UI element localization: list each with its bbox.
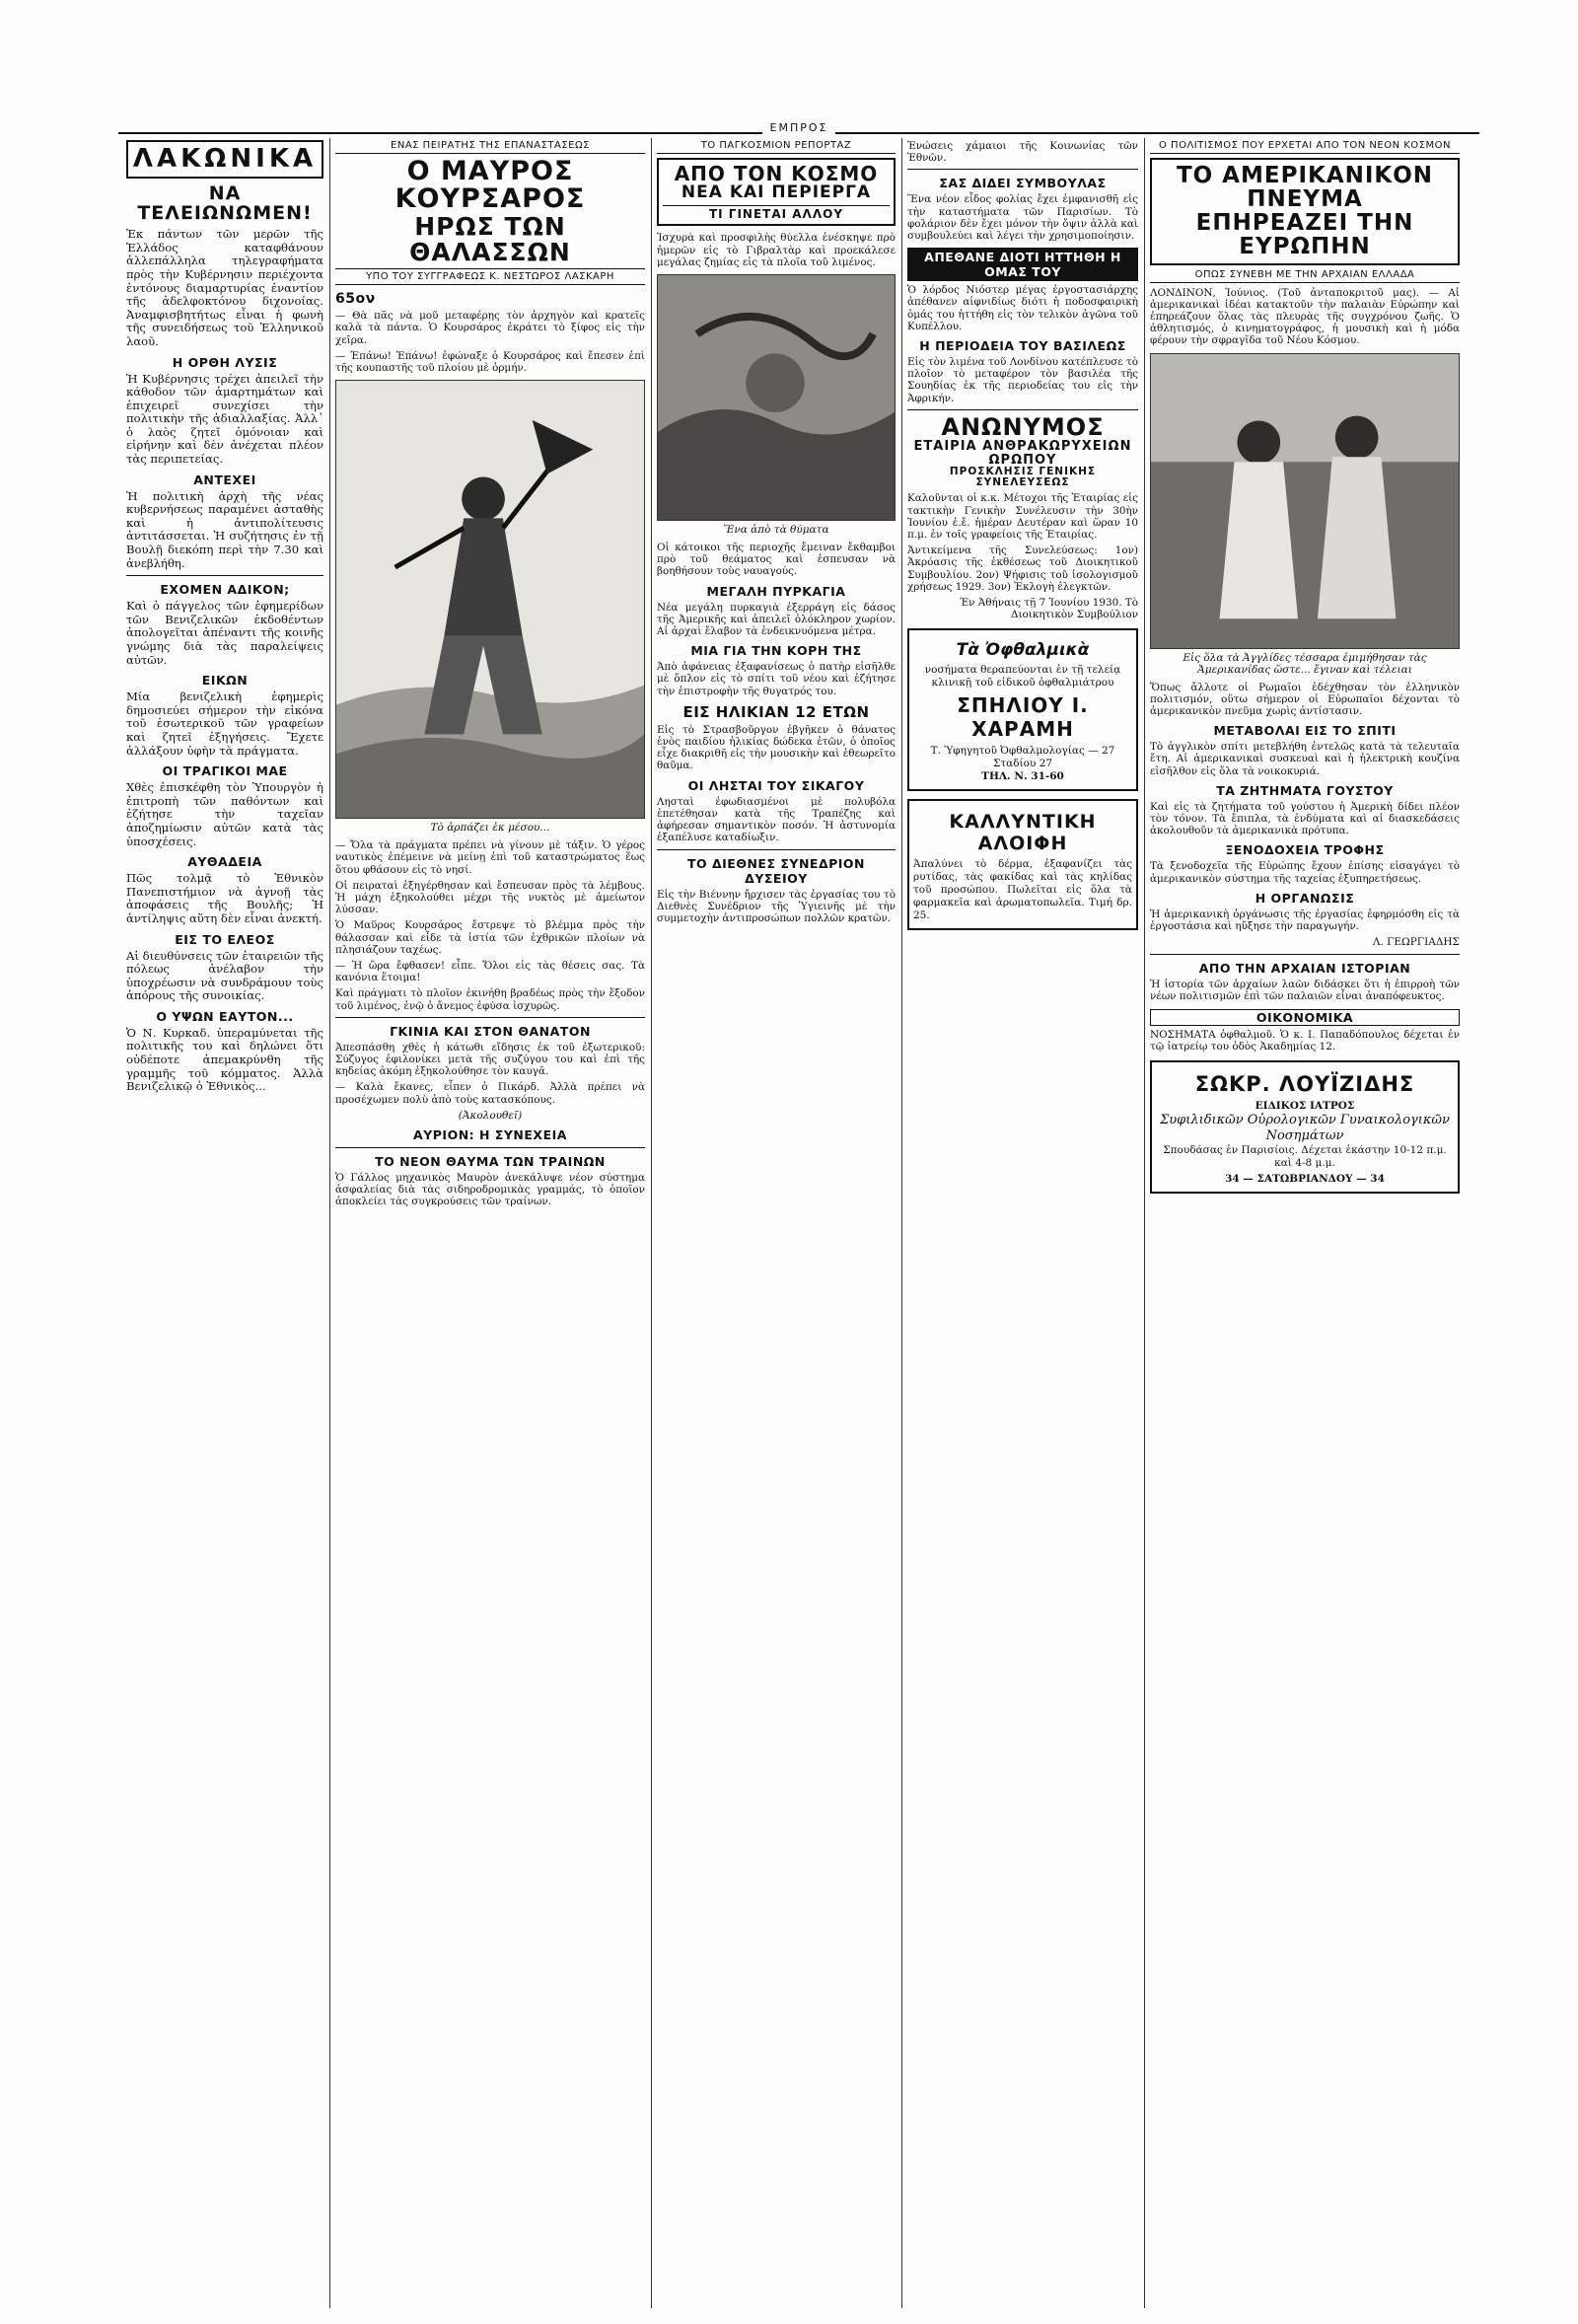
subheading: ΕΙΣ ΗΛΙΚΙΑΝ 12 ΕΤΩΝ bbox=[682, 702, 870, 721]
subheading: ΕΙΣ ΤΟ ΕΛΕΟΣ bbox=[175, 931, 275, 947]
paragraph: Ἐν Ἀθήναις τῇ 7 Ἰουνίου 1930. Τὸ Διοικητικὸν Συμβούλιον bbox=[960, 596, 1138, 621]
masthead-title: ΕΜΠΡΟΣ bbox=[762, 121, 836, 134]
subheading: Η ΟΡΓΑΝΩΣΙΣ bbox=[1255, 890, 1355, 906]
deck: ΟΠΩΣ ΣΥΝΕΒΗ ΜΕ ΤΗΝ ΑΡΧΑΙΑΝ ΕΛΛΑΔΑ bbox=[1150, 269, 1460, 283]
byline: ΥΠΟ ΤΟΥ ΣΥΓΓΡΑΦΕΩΣ Κ. ΝΕΣΤΩΡΟΣ ΛΑΣΚΑΡΗ bbox=[335, 268, 645, 285]
paragraph: ΛΟΝΔΙΝΟΝ, Ἰούνιος. (Τοῦ ἀνταποκριτοῦ μας). — Αἱ ἀμερικανικαὶ ἰδέαι κατακτοῦν τὴν παλαιὰν Εὐρώπην καὶ ἐπηρεάζουν ὅλας τὰς πλευρὰς τῆς συγχρόνου ζωῆς. Ὁ ἀθλητισμός, ὁ κινηματογράφος, ἡ μουσικὴ καὶ ἡ μόδα φέρουν τὴν σφραγῖδα τοῦ Νέου Κόσμου. bbox=[1150, 286, 1460, 347]
ad-cosmetic bbox=[907, 799, 1138, 930]
divider bbox=[1150, 954, 1460, 955]
subheading: Η ΟΡΘΗ ΛΥΣΙΣ bbox=[172, 354, 278, 370]
ad-text: νοσήματα θεραπεύονται ἐν τῇ τελείᾳ κλινικῇ τοῦ εἰδικοῦ ὀφθαλμιάτρου bbox=[924, 664, 1121, 690]
paragraph: Οἱ κάτοικοι τῆς περιοχῆς ἔμειναν ἔκθαμβοι πρὸ τοῦ θεάματος καὶ ἐσπευσαν νὰ βοηθήσουν τοὺς ναυαγούς. bbox=[657, 542, 896, 578]
women-photo-shape bbox=[1151, 354, 1459, 648]
kicker: Ο ΠΟΛΙΤΙΣΜΟΣ ΠΟΥ ΕΡΧΕΤΑΙ ΑΠΟ ΤΟΝ ΝΕΟΝ ΚΟΣΜΟΝ bbox=[1150, 140, 1460, 154]
article-title: ΤΟ ΑΜΕΡΙΚΑΝΙΚΟΝ ΠΝΕΥΜΑ bbox=[1176, 163, 1434, 213]
paragraph: Καλοῦνται οἱ κ.κ. Μέτοχοι τῆς Ἑταιρίας εἰς τακτικὴν Γενικὴν Συνέλευσιν τὴν 30ὴν Ἰουνίου ἐ.ἔ. ἡμέραν Δευτέραν καὶ ὥραν 10 π.μ. ἐν τοῖς γραφείοις τῆς Ἑταιρίας. bbox=[907, 492, 1138, 541]
ad-doctor-name: ΣΩΚΡ. ΛΟΥΪΖΙΔΗΣ bbox=[1194, 1072, 1415, 1097]
photo-women bbox=[1150, 353, 1460, 649]
article-subtitle: ΤΙ ΓΙΝΕΤΑΙ ΑΛΛΟΥ bbox=[663, 205, 890, 221]
column-5 bbox=[1150, 140, 1460, 2310]
article-title: ΝΑ ΤΕΛΕΙΩΝΩΜΕΝ! bbox=[137, 182, 313, 225]
divider bbox=[126, 575, 323, 576]
article-title: ΑΠΟ ΤΟΝ ΚΟΣΜΟ bbox=[674, 162, 879, 185]
ad-address: 34 — ΣΑΤΩΒΡΙΑΝΔΟΥ — 34 bbox=[1225, 1173, 1385, 1186]
instalment-number: 65ον bbox=[335, 291, 376, 308]
paragraph: Ἡ Κυβέρνησις τρέχει ἀπειλεῖ τὴν κάθοδον τῶν ἀμαρτημάτων καὶ ἐπιχειρεῖ συνεχίσει τὴν πολιτικὴν τῆς ἀδιαλλαξίας. Ἀλλ᾽ ὁ λαὸς ζητεῖ ὁμόνοιαν καὶ εἰρήνην καὶ δὲν ἀνέχεται πλέον τὰς περιπετείας. bbox=[126, 371, 323, 467]
subheading: ΓΚΙΝΙΑ ΚΑΙ ΣΤΟΝ ΘΑΝΑΤΟΝ bbox=[390, 1023, 591, 1039]
image-caption: Ἕνα ἀπὸ τὰ θύματα bbox=[723, 524, 829, 537]
paragraph: Εἰς τὸ Στρασβοῦργον ἐβγῆκεν ὁ θάνατος ἑνὸς παιδίου ἡλικίας δώδεκα ἐτῶν, ὁ ὁποῖος εἶχε διακριθῆ εἰς τὴν μουσικὴν καὶ ἐθεωρεῖτο θαῦμα. bbox=[657, 723, 896, 772]
article-title: ΕΠΗΡΕΑΖΕΙ ΤΗΝ ΕΥΡΩΠΗΝ bbox=[1195, 210, 1414, 260]
subheading: ΕΧΟΜΕΝ ΑΔΙΚΟΝ; bbox=[160, 582, 290, 598]
paragraph: Καὶ πράγματι τὸ πλοῖον ἐκινήθη βραδέως πρὸς τὴν ἔξοδον τοῦ λιμένος, ἐνῷ ὁ ἄνεμος ἐφύσα ἰσχυρῶς. bbox=[335, 987, 645, 1012]
kicker: ΤΟ ΠΑΓΚΟΣΜΙΟΝ ΡΕΠΟΡΤΑΖ bbox=[657, 140, 896, 154]
subheading: ΟΙ ΤΡΑΓΙΚΟΙ ΜΑΕ bbox=[162, 763, 288, 779]
pirate-drawing bbox=[336, 381, 644, 818]
section-title-box bbox=[1150, 158, 1460, 265]
divider bbox=[335, 1017, 645, 1018]
paragraph: Ὁ Μαῦρος Κουρσάρος ἔστρεψε τὸ βλέμμα πρὸς τὴν θάλασσαν καὶ εἶδε τὰ ἱστία τῶν ἐχθρικῶν πλοίων νὰ πλησιάζουν ταχέως. bbox=[335, 919, 645, 956]
paragraph: Ἰσχυρὰ καὶ προσφιλὴς θύελλα ἐνέσκηψε πρὸ ἡμερῶν εἰς τὸ Γιβραλτὰρ καὶ προεκάλεσε μεγάλας ζημίας εἰς τὰ πλοῖα τοῦ λιμένος. bbox=[657, 232, 896, 268]
paragraph: Ἐκ πάντων τῶν μερῶν τῆς Ἑλλάδος καταφθάνουν ἀλλεπάλληλα τηλεγραφήματα πρὸς τὴν Κυβέρνησιν περιέχοντα ἐντόνους διαμαρτυρίας ἐναντίον τῆς ἀδελφοκτόνου διχονοίας. Ἀναμφισβητήτως εἶναι ἡ φωνὴ τῆς συνειδήσεως τοῦ Ἑλληνικοῦ λαοῦ. bbox=[126, 227, 323, 348]
paragraph: ΝΟΣΗΜΑΤΑ ὀφθαλμοῦ. Ὁ κ. Ι. Παπαδόπουλος δέχεται ἐν τῷ ἰατρείῳ του ὁδὸς Ἀκαδημίας 12. bbox=[1150, 1028, 1460, 1053]
paragraph: Ἀντικείμενα τῆς Συνελεύσεως: 1ον) Ἀκρόασις τῆς ἐκθέσεως τοῦ Διοικητικοῦ Συμβουλίου. 2ον) Ψήφισις τοῦ ἰσολογισμοῦ χρήσεως 1929. 3ον) Ἐκλογὴ ἐλεγκτῶν. bbox=[907, 545, 1138, 593]
paragraph: Ἕνα νέον εἶδος φολίας ἔχει ἐμφανισθῆ εἰς τὴν καταστήματα τῶν Παρισίων. Τὸ φολάριον δὲν ἔχει μόνον τὴν ὄψιν ἀλλὰ καὶ συμβουλεύει καὶ λέγει τὴν χρησιμοποίησιν. bbox=[907, 193, 1138, 243]
divider bbox=[335, 1147, 645, 1148]
column-1 bbox=[126, 140, 323, 2310]
paragraph: — Ἐπάνω! Ἐπάνω! ἐφώναξε ὁ Κουρσάρος καὶ ἔπεσεν ἐπὶ τῆς κουπαστῆς τοῦ πλοίου μὲ ὁρμήν. bbox=[335, 349, 645, 374]
ad-doctor bbox=[1150, 1060, 1460, 1194]
paragraph: Μία βενιζελικὴ ἐφημερὶς δημοσιεύει σήμερον τὴν εἰκόνα τοῦ ἐσωτερικοῦ τῶν γραφείων καὶ ζητεῖ ἐξηγήσεις. Ἔχετε ἀλλάξουν ὑφὴν τὰ πράγματα. bbox=[126, 690, 323, 758]
ad-title: ΚΑΛΛΥΝΤΙΚΗ ΑΛΟΙΦΗ bbox=[949, 811, 1097, 855]
subheading: ΑΠΟ ΤΗΝ ΑΡΧΑΙΑΝ ΙΣΤΟΡΙΑΝ bbox=[1198, 961, 1411, 977]
paragraph: Καὶ ὁ πάγγελος τῶν ἐφημερίδων τῶν Βενιζελικῶν ἐκδοθέντων ἀπολογεῖται ἀπέναντι τῆς κοινῆς γνώμης διὰ τὰς παραλείψεις αὐτῶν. bbox=[126, 599, 323, 667]
ad-ophthalmology bbox=[907, 628, 1138, 791]
masthead bbox=[118, 120, 1479, 134]
subheading: ΟΙ ΛΗΣΤΑΙ ΤΟΥ ΣΙΚΑΓΟΥ bbox=[687, 777, 865, 793]
paragraph: Πῶς τολμᾷ τὸ Ἐθνικὸν Πανεπιστήμιον νὰ ἀγνοῇ τὰς ἀποφάσεις τῆς Βουλῆς; Ἡ ἀντίληψις αὕτη δὲν εἶναι ἀνεκτή. bbox=[126, 871, 323, 925]
paragraph: Ὁ Ν. Κυρκαδ. ὑπεραμύνεται τῆς πολιτικῆς του καὶ δηλώνει ὅτι οὐδέποτε ἀπεμακρύνθη τῆς γραμμῆς τοῦ κόμματος. Ἀλλὰ Βενιζελικῷ ὁ Ἐθνικὸς... bbox=[126, 1025, 323, 1094]
notice-subtitle: ΕΤΑΙΡΙΑ ΑΝΘΡΑΚΩΡΥΧΕΙΩΝ ΩΡΩΠΟΥ bbox=[913, 439, 1132, 468]
end-note: (Ἀκολουθεῖ) bbox=[458, 1109, 523, 1122]
ad-text: Σπουδάσας ἐν Παρισίοις. Δέχεται ἑκάστην 10-12 π.μ. καὶ 4-8 μ.μ. bbox=[1163, 1144, 1447, 1170]
ad-title: Τὰ Ὀφθαλμικὰ bbox=[956, 640, 1090, 661]
paragraph: Ἐνώσεις χάμαιοι τῆς Κοινωνίας τῶν Ἐθνῶν. bbox=[907, 140, 1138, 165]
subheading: ΕΙΚΩΝ bbox=[201, 673, 249, 689]
paragraph: Ἡ πολιτικὴ ἀρχὴ τῆς νέας κυβερνήσεως παραμένει ἀσταθὴς καὶ ἡ ἀντιπολίτευσις ἀντιτάσσεται. Ἡ συζήτησις ἐν τῇ Βουλῇ διεκόπη περὶ τὴν 7.30 καὶ ἀνεβλήθη. bbox=[126, 488, 323, 570]
paragraph: Αἱ διευθύνσεις τῶν ἑταιρειῶν τῆς πόλεως ἀνέλαβον τὴν ὑποχρέωσιν νὰ συνδράμουν τοὺς ἀπόρους τῆς συνοικίας. bbox=[126, 948, 323, 1003]
section-header: ΛΑΚΩΝΙΚΑ bbox=[126, 140, 323, 179]
paragraph: Χθὲς ἐπισκέφθη τὸν Ὑπουργὸν ἡ ἐπιτροπὴ τῶν παθόντων καὶ ἐζήτησε τὴν ταχεῖαν ἀποζημίωσιν αὐτῶν κατὰ τὰς ὑποσχέσεις. bbox=[126, 780, 323, 848]
section-title-box bbox=[657, 158, 896, 226]
paragraph: Ἡ ἱστορία τῶν ἀρχαίων λαῶν διδάσκει ὅτι ἡ ἐπιρροὴ τῶν νέων πολιτισμῶν ἐπὶ τῶν παλαιῶν εἶναι ἀναπόφευκτος. bbox=[1150, 979, 1460, 1003]
column-rule bbox=[651, 138, 652, 2308]
notice-subtitle: ΠΡΟΣΚΛΗΣΙΣ ΓΕΝΙΚΗΣ ΣΥΝΕΛΕΥΣΕΩΣ bbox=[949, 466, 1097, 489]
column-2 bbox=[335, 140, 645, 2310]
subheading: Η ΠΕΡΙΟΔΕΙΑ ΤΟΥ ΒΑΣΙΛΕΩΣ bbox=[919, 338, 1126, 354]
subheading: ΤΑ ΖΗΤΗΜΑΤΑ ΓΟΥΣΤΟΥ bbox=[1216, 782, 1394, 798]
image-caption: Εἰς ὅλα τὰ Ἀγγλίδες τέσσαρα ἐμιμήθησαν τὰς Ἀμερικανίδας ὥστε... ἔγιναν καὶ τέλειαι bbox=[1183, 651, 1427, 676]
column-rule bbox=[1144, 138, 1145, 2308]
paragraph: — Ὄλα τὰ πράγματα πρέπει νὰ γίνουν μὲ τάξιν. Ὁ γέρος ναυτικὸς ἐπέμεινε νὰ μείνῃ ἐπὶ τοῦ καταστρώματος ἕως ὅτου φθάσουν εἰς τὸ νησί. bbox=[335, 839, 645, 876]
paragraph: Λησταὶ ἐφωδιασμένοι μὲ πολυβόλα ἐπετέθησαν κατὰ τῆς Τραπέζης καὶ ἀφήρεσαν σημαντικὸν ποσόν. Ἡ ἀστυνομία ἐξαπέλυσε καταδίωξιν. bbox=[657, 795, 896, 844]
paragraph: — Θὰ πᾶς νὰ μοῦ μεταφέρῃς τὸν ἀρχηγὸν καὶ κρατεῖς καλὰ τὰ πάντα. Ὁ Κουρσάρος ἐκράτει τὸ ξίφος εἰς τὴν χεῖρα. bbox=[335, 310, 645, 346]
divider bbox=[907, 169, 1138, 170]
article-title: ΝΕΑ ΚΑΙ ΠΕΡΙΕΡΓΑ bbox=[681, 182, 872, 202]
paragraph: Ὁ Γάλλος μηχανικὸς Μαυρὸν ἀνεκάλυψε νέον σύστημα ἀσφαλείας διὰ τὰς σιδηροδρομικὰς γραμμάς, τὸ ὁποῖον ἀποκλείει τὰς συγκρούσεις τῶν τραίνων. bbox=[335, 1171, 645, 1208]
paragraph: Εἰς τὴν Βιέννην ἤρχισεν τὰς ἐργασίας του τὸ Διεθνὲς Συνέδριον τῆς Ὑγιεινῆς μὲ τὴν συμμετοχὴν ἀντιπροσώπων πολλῶν κρατῶν. bbox=[657, 888, 896, 924]
subheading: ΑΥΡΙΟΝ: Η ΣΥΝΕΧΕΙΑ bbox=[413, 1126, 567, 1142]
illustration-pirate bbox=[335, 380, 645, 819]
subheading: ΑΝΤΕΧΕΙ bbox=[193, 472, 256, 487]
paragraph: Νέα μεγάλη πυρκαγιὰ ἐξερράγη εἰς δάσος τῆς Ἀμερικῆς καὶ ἀπειλεῖ ὁλόκληρον χωρίον. Αἱ ἀρχαὶ ἔλαβον τὰ ἐνδεικνυόμενα μέτρα. bbox=[657, 601, 896, 638]
paragraph: Ἡ ἀμερικανικὴ ὀργάνωσις τῆς ἐργασίας ἐφηρμόσθη εἰς τὰ ἐργοστάσια καὶ ηὔξησε τὴν παραγωγήν. bbox=[1150, 908, 1460, 933]
subheading: ΜΙΑ ΓΙΑ ΤΗΝ ΚΟΡΗ ΤΗΣ bbox=[690, 643, 862, 659]
article-title: Ο ΜΑΥΡΟΣ ΚΟΥΡΣΑΡΟΣ bbox=[394, 156, 586, 215]
paragraph: Τὸ ἀγγλικὸν σπίτι μετεβλήθη ἐντελῶς κατὰ τὰ τελευταῖα ἔτη. Αἱ ἀμερικανικαὶ συσκευαὶ καὶ ἡ ἠλεκτρικὴ κουζίνα εἰσῆλθον εἰς ὅλα τὰ νοικοκυριά. bbox=[1150, 741, 1460, 777]
subheading: ΤΟ ΝΕΟΝ ΘΑΥΜΑ ΤΩΝ ΤΡΑΙΝΩΝ bbox=[375, 1153, 606, 1169]
ad-text: Συφιλιδικῶν Οὐρολογικῶν Γυναικολογικῶν Νοσημάτων bbox=[1160, 1113, 1450, 1144]
paragraph: Ἀπὸ ἀφάνειας ἐξαφανίσεως ὁ πατὴρ εἰσῆλθε μὲ ὅπλον εἰς τὸ σπίτι τοῦ νέου καὶ ἐζήτησε τὴν ἐπιστροφὴν τῆς θυγατρός του. bbox=[657, 661, 896, 697]
subheading: ΤΟ ΔΙΕΘΝΕΣ ΣΥΝΕΔΡΙΟΝ ΔΥΣΕΙΟΥ bbox=[686, 855, 866, 886]
image-caption: Τὸ ἀρπάζει ἐκ μέσου... bbox=[430, 822, 550, 835]
column-4 bbox=[907, 140, 1138, 2310]
paragraph: — Καλὰ ἔκανες, εἶπεν ὁ Πικάρδ. Ἀλλὰ πρέπει νὰ προσέχωμεν πολὺ ἀπὸ τοὺς κατασκόπους. bbox=[335, 1081, 645, 1106]
notice-title: ΑΝΩΝΥΜΟΣ bbox=[941, 412, 1105, 441]
paragraph: Εἰς τὸν λιμένα τοῦ Λονδίνου κατέπλευσε τὸ πλοῖον τὸ μεταφέρον τὸν βασιλέα τῆς Σουηδίας ἐκ τῆς περιοδείας του εἰς τὴν Ἀφρικήν. bbox=[907, 356, 1138, 404]
column-3 bbox=[657, 140, 896, 2310]
signature: Λ. ΓΕΩΡΓΙΑΔΗΣ bbox=[1372, 936, 1460, 949]
subheading: ΣΑΣ ΔΙΔΕΙ ΣΥΜΒΟΥΛΑΣ bbox=[939, 176, 1107, 191]
ad-address: Τ. Ὑφηγητοῦ Ὀφθαλμολογίας — 27 Σταδίου 27 bbox=[930, 745, 1115, 770]
subheading: Ο ΥΨΩΝ ΕΑΥΤΟΝ... bbox=[156, 1008, 294, 1024]
divider bbox=[907, 409, 1138, 410]
ad-text: ΕΙΔΙΚΟΣ ΙΑΤΡΟΣ bbox=[1255, 1100, 1355, 1113]
subheading-inverted: ΑΠΕΘΑΝΕ ΔΙΟΤΙ ΗΤΤΗΘΗ Η ΟΜΑΣ ΤΟΥ bbox=[907, 248, 1138, 281]
photo-storm bbox=[657, 274, 896, 521]
subheading: ΜΕΤΑΒΟΛΑΙ ΕΙΣ ΤΟ ΣΠΙΤΙ bbox=[1213, 723, 1397, 739]
paragraph: Ἀπεσπάσθη χθὲς ἡ κάτωθι εἴδησις ἐκ τοῦ ἐξωτερικοῦ: Σύζυγος ἐφιλονίκει μετὰ τῆς συζύγου του καὶ ἐπὶ τῆς κηδείας ἀκόμη ἐξηκολούθησε τὸν καυγᾶ. bbox=[335, 1041, 645, 1078]
paragraph: Καὶ εἰς τὰ ζητήματα τοῦ γούστου ἡ Ἀμερικὴ δίδει πλέον τὸν τόνον. Τὰ ἔπιπλα, τὰ ἐνδύματα καὶ αἱ διασκεδάσεις ἀκολουθοῦν τὰ ἀμερικανικὰ πρότυπα. bbox=[1150, 800, 1460, 837]
subheading: ΟΙΚΟΝΟΜΙΚΑ bbox=[1150, 1009, 1460, 1026]
subheading: ΞΕΝΟΔΟΧΕΙΑ ΤΡΟΦΗΣ bbox=[1225, 842, 1385, 858]
paragraph: Ὁ λόρδος Νιόστερ μέγας ἐργοστασιάρχης ἀπέθανεν αἰφνιδίως διότι ἡ ποδοσφαιρικὴ ὁμάς του ἡττήθη εἰς τὸν τελικὸν ἀγῶνα τοῦ Κυπέλλου. bbox=[907, 284, 1138, 332]
column-rule bbox=[901, 138, 902, 2308]
subheading: ΑΥΘΑΔΕΙΑ bbox=[187, 854, 262, 870]
ad-doctor-name: ΣΠΗΛΙΟΥ Ι. ΧΑΡΑΜΗ bbox=[957, 693, 1089, 742]
storm-photo-shape bbox=[658, 275, 895, 520]
article-title: ΗΡΩΣ ΤΩΝ ΘΑΛΑΣΣΩΝ bbox=[409, 211, 571, 266]
subheading: ΜΕΓΑΛΗ ΠΥΡΚΑΓΙΑ bbox=[706, 583, 846, 599]
ad-phone: ΤΗΛ. Ν. 31-60 bbox=[981, 770, 1064, 783]
column-rule bbox=[329, 138, 330, 2308]
divider bbox=[657, 849, 896, 850]
paragraph: Οἱ πειραταὶ ἐξηγέρθησαν καὶ ἔσπευσαν πρὸς τὰ λέμβους. Ἡ μάχη ἐξηκολούθει μέχρι τῆς νυκτὸς μὲ ἀμείωτον λύσσαν. bbox=[335, 879, 645, 916]
paragraph: — Ἡ ὥρα ἔφθασεν! εἶπε. Ὅλοι εἰς τὰς θέσεις σας. Τὰ κανόνια ἕτοιμα! bbox=[335, 960, 645, 984]
paragraph: Ὅπως ἄλλοτε οἱ Ρωμαῖοι ἐδέχθησαν τὸν ἑλληνικὸν πολιτισμόν, οὕτω σήμερον οἱ Εὐρωπαῖοι δέχονται τὸ ἀμερικανικὸν πνεῦμα χωρὶς ἀντίστασιν. bbox=[1150, 681, 1460, 717]
ad-text: Ἀπαλύνει τὸ δέρμα, ἐξαφανίζει τὰς ρυτίδας, τὰς φακίδας καὶ τὰς κηλίδας τοῦ προσώπου. Πωλεῖται εἰς ὅλα τὰ φαρμακεῖα καὶ ἀρωματοπωλεῖα. Τιμή δρ. 25. bbox=[913, 858, 1132, 922]
paragraph: Τὰ ξενοδοχεῖα τῆς Εὐρώπης ἔχουν ἐπίσης εἰσαγάγει τὸ ἀμερικανικὸν σύστημα τῆς ταχείας ἐξυπηρετήσεως. bbox=[1150, 860, 1460, 885]
kicker: ΕΝΑΣ ΠΕΙΡΑΤΗΣ ΤΗΣ ΕΠΑΝΑΣΤΑΣΕΩΣ bbox=[335, 140, 645, 154]
